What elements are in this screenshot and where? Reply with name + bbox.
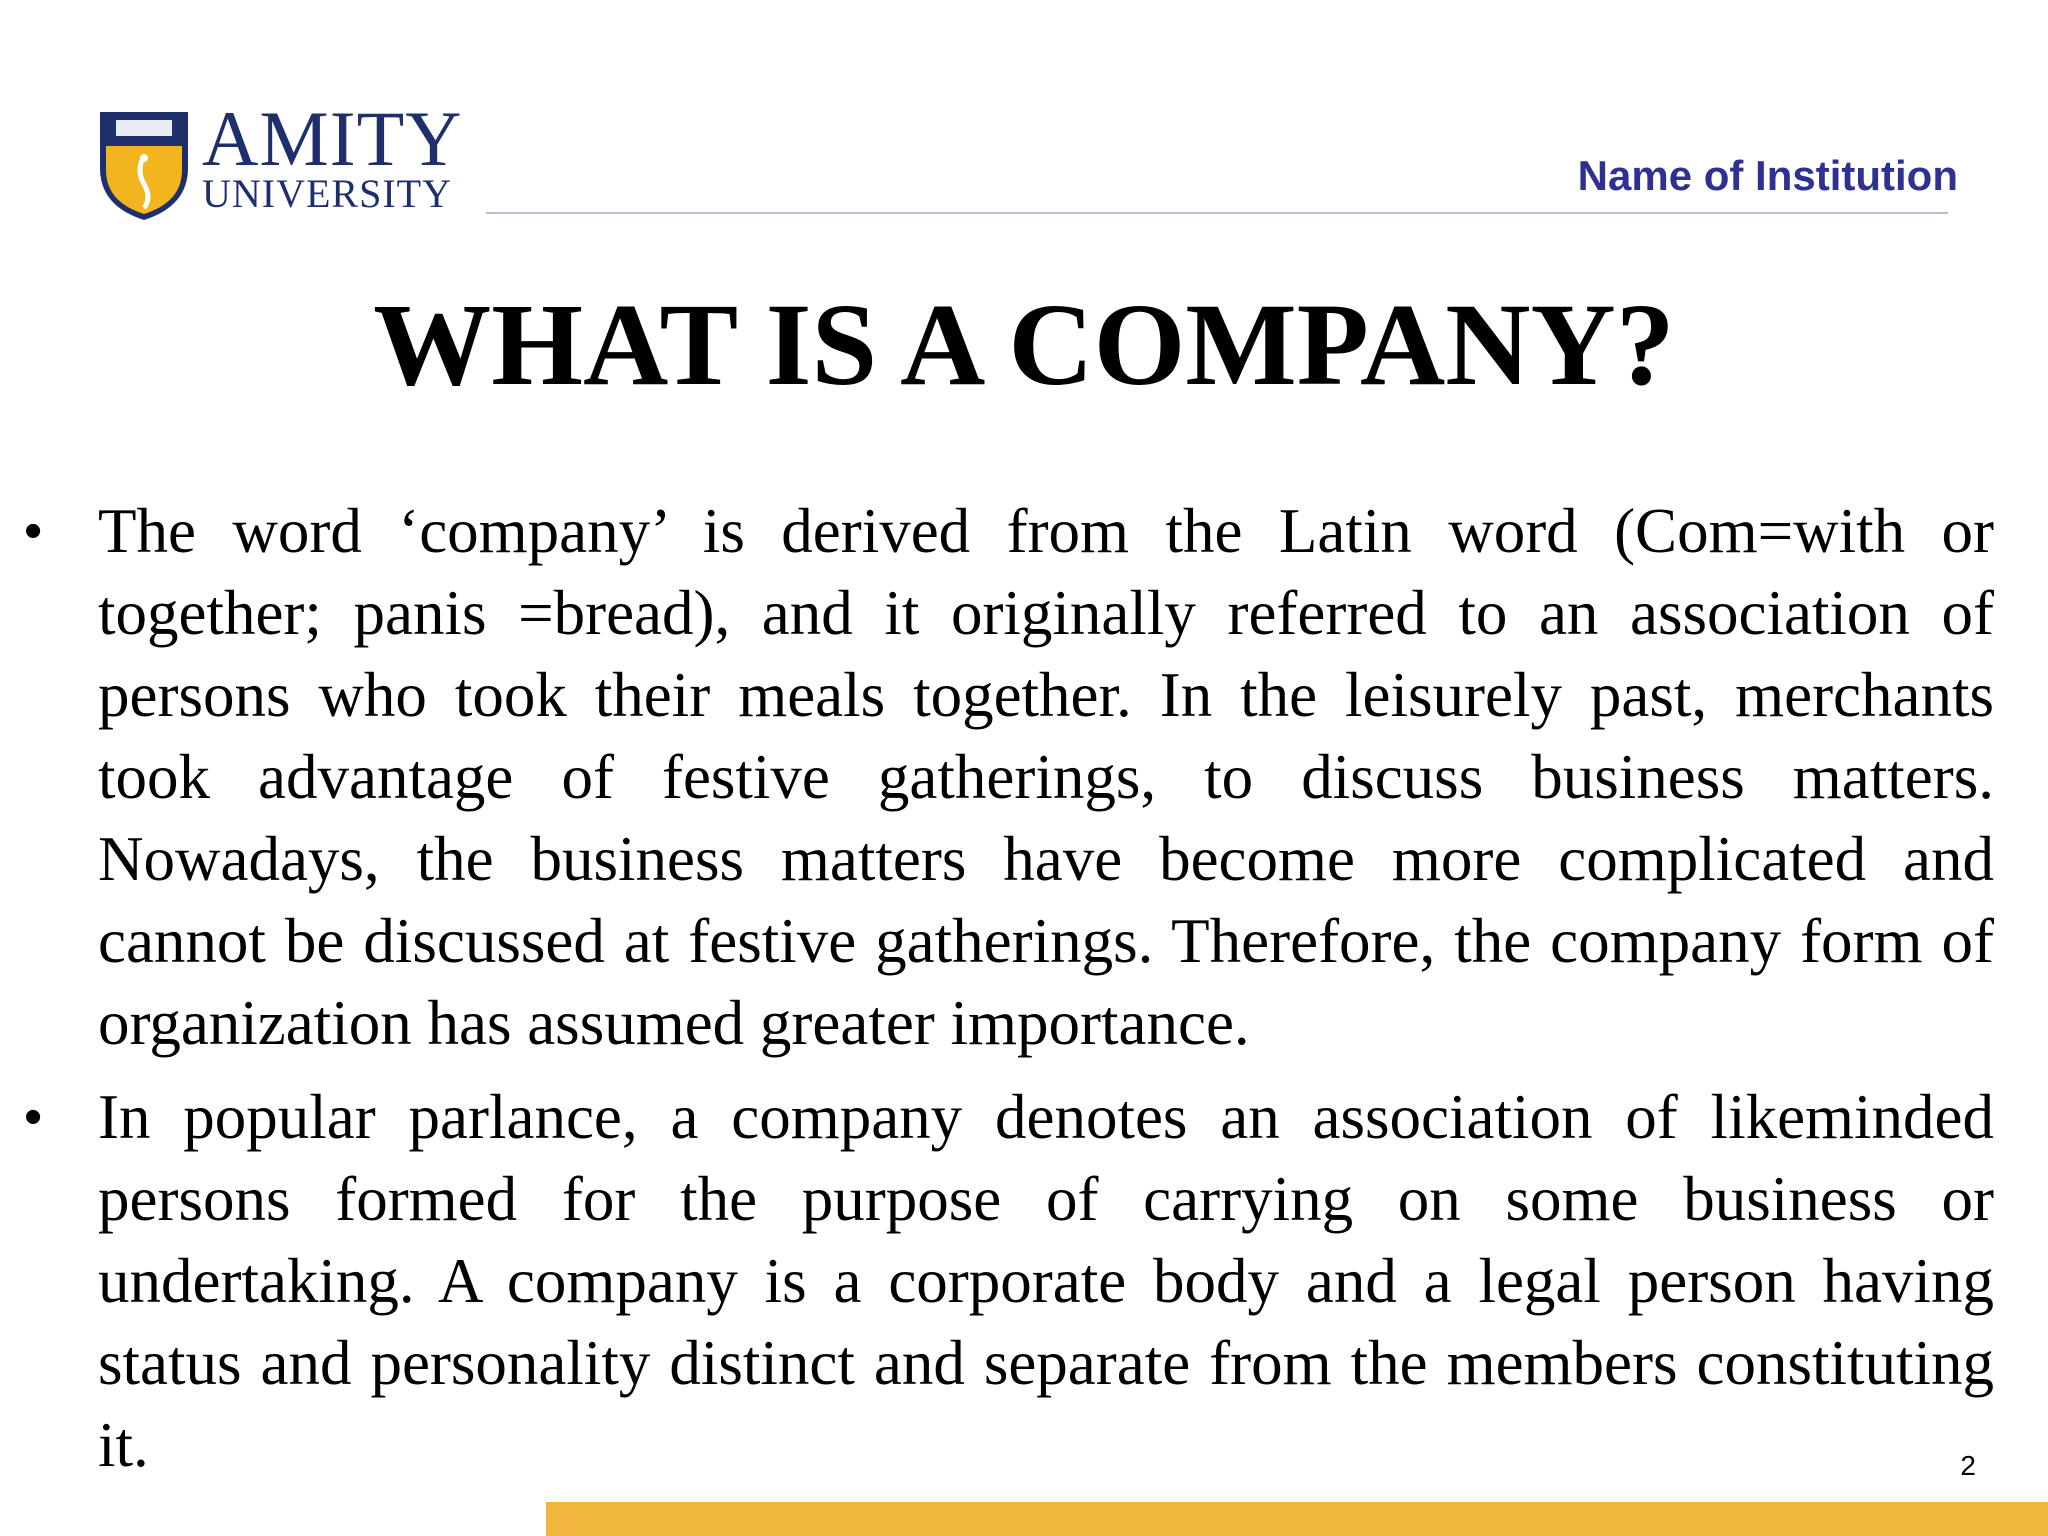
bullet-text: The word ‘company’ is derived from the Latin word (Com=with or together; panis =bread), and it originally referred to an association of persons who took their meals together. In the leisurely past, merchants took advantage of festive gatherings, to discuss business matters. Nowadays, the business matters have become more complicated and cannot be discussed at festive gatherings. Therefore, the company form of organization has assumed greater importance. xyxy=(98,496,1994,1058)
logo-wordmark: AMITY xyxy=(202,95,463,182)
slide-title: WHAT IS A COMPANY? xyxy=(373,279,1675,410)
bullet-marker: • xyxy=(24,502,43,560)
bullet-text: In popular parlance, a company denotes an association of likeminded persons formed for the purpose of carrying on some business or undertaking. A company is a corporate body and a legal person having status and personality distinct and separate from the members constituting it. xyxy=(98,1082,1994,1480)
header-divider xyxy=(486,212,1948,214)
page-number: 2 xyxy=(1960,1450,1976,1481)
footer-accent-bar xyxy=(546,1502,2048,1536)
bullet-item xyxy=(24,1076,1994,1486)
amity-logo xyxy=(96,95,463,222)
bullet-item xyxy=(24,490,1994,1064)
shield-icon xyxy=(96,106,192,222)
institution-name: Name of Institution xyxy=(1577,152,1958,199)
bullet-list xyxy=(24,490,1994,1498)
logo-subtitle: UNIVERSITY xyxy=(202,171,452,216)
bullet-marker: • xyxy=(24,1088,43,1146)
